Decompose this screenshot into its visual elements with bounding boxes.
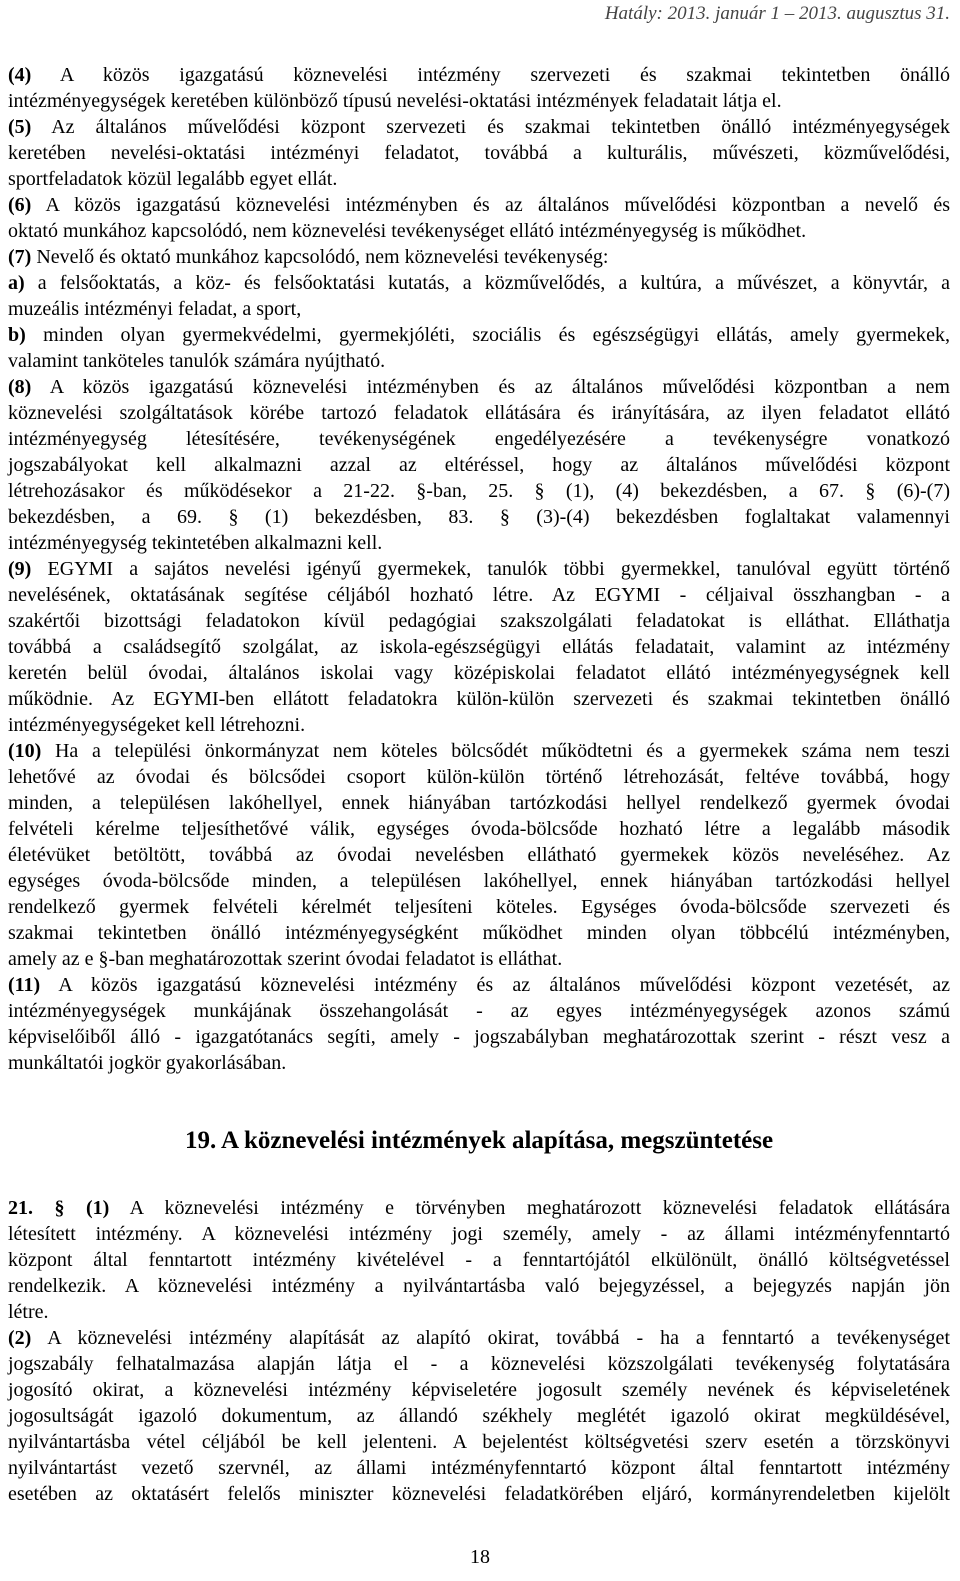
text-line: nevelésének, oktatásának segítése céljából hozható létre. Az EGYMI - céljaival összhangban - a bbox=[8, 584, 950, 606]
text-line: életévüket betöltött, továbbá az óvodai nevelésben ellátható gyermekek közös neveléséhez. Az bbox=[8, 844, 950, 866]
text-line bbox=[8, 114, 950, 140]
line-text: Az általános művelődési központ szervezeti és szakmai tekintetben önálló intézményegységek bbox=[51, 116, 950, 138]
text-line bbox=[8, 374, 950, 400]
paragraph-8 bbox=[8, 374, 950, 556]
text-line: intézményegységek keretében különböző típusú nevelési-oktatási intézmények feladatait látja el. bbox=[8, 90, 782, 112]
text-line: létesített intézmény. A köznevelési intézmény jogi személy, amely - az állami intézményfenntartó bbox=[8, 1223, 950, 1245]
text-line bbox=[8, 270, 950, 296]
paragraph-label: (10) bbox=[8, 740, 42, 762]
line-text: A köznevelési intézmény e törvényben meghatározott köznevelési feladatok ellátására bbox=[129, 1197, 950, 1219]
text-line: egységes óvoda-bölcsőde minden, a településen lakóhellyel, ennek hiányában tartózkodási hellyel bbox=[8, 870, 950, 892]
paragraph-label: (2) bbox=[8, 1327, 32, 1349]
text-line: jogosító okirat, a köznevelési intézmény képviseletére jogosult személy nevének és képviseletének bbox=[8, 1379, 950, 1401]
section-18-text bbox=[8, 62, 950, 1076]
text-line bbox=[8, 556, 950, 582]
text-line: nyilvántartásba vétel céljából be kell jelenteni. A bejelentést költségvetési szerv esetén a törzskönyvi bbox=[8, 1431, 950, 1453]
paragraph-label: (7) bbox=[8, 246, 32, 268]
text-line bbox=[8, 244, 950, 270]
text-line: központ által fenntartott intézmény kivételével - a fenntartójától elkülönült, önálló költségvetéssel bbox=[8, 1249, 950, 1271]
paragraph-label: (9) bbox=[8, 558, 32, 580]
text-line: jogszabály felhatalmazása alapján látja el - a köznevelési közszolgálati tevékenység folytatására bbox=[8, 1353, 950, 1375]
text-line: valamint tanköteles tanulók számára nyújtható. bbox=[8, 350, 386, 372]
text-line: keretén belül óvodai, általános iskolai vagy középiskolai feladatot ellátó intézményegységnek kell bbox=[8, 662, 950, 684]
line-text: minden olyan gyermekvédelmi, gyermekjóléti, szociális és egészségügyi ellátás, amely gyermekek, bbox=[43, 324, 950, 346]
text-line bbox=[8, 322, 950, 348]
section-heading: 19. A köznevelési intézmények alapítása, megszüntetése bbox=[184, 1127, 774, 1154]
text-line: lehetővé az óvodai és bölcsődei csoport külön-külön történő létrehozását, feltéve továbbá, hogy bbox=[8, 766, 950, 788]
paragraph-5 bbox=[8, 114, 950, 192]
text-line: keretében nevelési-oktatási intézményi feladatot, továbbá a kulturális, művészeti, közművelődési, bbox=[8, 142, 950, 164]
line-text: A közös igazgatású köznevelési intézmény és az általános művelődési központ vezetését, az bbox=[58, 974, 950, 996]
text-line: sportfeladatok közül legalább egyet ellát. bbox=[8, 168, 338, 190]
text-line: amely az e §-ban meghatározottak szerint óvodai feladatot is elláthat. bbox=[8, 948, 563, 970]
text-line: továbbá a családsegítő szolgálat, az iskola-egészségügyi ellátás feladatait, valamint az intézmény bbox=[8, 636, 950, 658]
text-line bbox=[8, 192, 950, 218]
text-line: muzeális intézményi feladat, a sport, bbox=[8, 298, 302, 320]
line-text: A köznevelési intézmény alapítását az alapító okirat, továbbá - ha a fenntartó a tevékenységet bbox=[47, 1327, 950, 1349]
list-item-b bbox=[8, 322, 950, 374]
text-line: nyilvántartást vezető szervnél, az állami intézményfenntartó központ által fenntartott intézmény bbox=[8, 1457, 950, 1479]
text-line: oktató munkához kapcsolódó, nem köznevelési tevékenységet ellátó intézményegység is működhet. bbox=[8, 220, 807, 242]
text-line bbox=[8, 1195, 950, 1221]
text-line bbox=[8, 62, 950, 88]
line-text: A közös igazgatású köznevelési intézményben és az általános művelődési központban a nem bbox=[49, 376, 950, 398]
paragraph-label: 21. § (1) bbox=[8, 1197, 110, 1219]
paragraph-21-1 bbox=[8, 1195, 950, 1325]
paragraph-label: (4) bbox=[8, 64, 32, 86]
text-line: bekezdésben, a 69. § (1) bekezdésben, 83. § (3)-(4) bekezdésben foglaltakat valamennyi bbox=[8, 506, 950, 528]
text-line: jogszabályokat kell alkalmazni azzal az eltéréssel, hogy az általános művelődési központ bbox=[8, 454, 950, 476]
text-line: esetében az oktatásért felelős miniszter köznevelési feladatkörében eljáró, kormányrendeletben kijelölt bbox=[8, 1483, 950, 1505]
paragraph-label: (11) bbox=[8, 974, 41, 996]
paragraph-7 bbox=[8, 244, 950, 270]
paragraph-label: (5) bbox=[8, 116, 32, 138]
line-text: Ha a települési önkormányzat nem köteles bölcsődét működtetni és a gyermekek száma nem teszi bbox=[54, 740, 950, 762]
text-line: létre. bbox=[8, 1301, 49, 1323]
text-line: jogosultságát igazoló dokumentum, az állandó székhely meglétét igazoló okirat megküldésével, bbox=[8, 1405, 950, 1427]
line-text: a felsőoktatás, a köz- és felsőoktatási kutatás, a közművelődés, a kultúra, a művészet, a könyvtár, a bbox=[37, 272, 950, 294]
text-line: minden, a településen lakóhellyel, ennek hiányában tartózkodási hellyel rendelkező gyermek óvodai bbox=[8, 792, 950, 814]
validity-header: Hatály: 2013. január 1 – 2013. augusztus 31. bbox=[604, 3, 950, 24]
text-line: köznevelési szolgáltatások körébe tartozó feladatok ellátására és irányítására, az ilyen feladatot ellátó bbox=[8, 402, 950, 424]
list-label: b) bbox=[8, 324, 26, 346]
text-line: képviselőiből álló - igazgatótanács segíti, amely - jogszabályban meghatározottak szerint - részt vesz a bbox=[8, 1026, 950, 1048]
paragraph-10 bbox=[8, 738, 950, 972]
section-21-text bbox=[8, 1195, 950, 1507]
paragraph-label: (8) bbox=[8, 376, 32, 398]
paragraph-11 bbox=[8, 972, 950, 1076]
text-line bbox=[8, 1325, 950, 1351]
text-line: szakértői bizottsági feladatokon kívül pedagógiai szakszolgálati feladatokat is elláthat. Elláthatja bbox=[8, 610, 950, 632]
line-text: A közös igazgatású köznevelési intézményben és az általános művelődési központban a nevelő és bbox=[45, 194, 950, 216]
text-line: intézményegység tekintetében alkalmazni kell. bbox=[8, 532, 383, 554]
text-line: munkáltatói jogkör gyakorlásában. bbox=[8, 1052, 287, 1074]
list-item-a bbox=[8, 270, 950, 322]
text-line bbox=[8, 972, 950, 998]
paragraph-9 bbox=[8, 556, 950, 738]
text-line: intézményegységek munkájának összehangolását - az egyes intézményegységek azonos számú bbox=[8, 1000, 950, 1022]
text-line: intézményegység létesítésére, tevékenységének engedélyezésére a tevékenységre vonatkozó bbox=[8, 428, 950, 450]
line-text: EGYMI a sajátos nevelési igényű gyermekek, tanulók többi gyermekkel, tanulóval együtt történő bbox=[47, 558, 950, 580]
line-text: A közös igazgatású köznevelési intézmény szervezeti és szakmai tekintetben önálló bbox=[59, 64, 950, 86]
text-line: rendelkező gyermek felvételi kérelmét teljesíteni köteles. Egységes óvoda-bölcsőde szervezeti és bbox=[8, 896, 950, 918]
text-line: felvételi kérelme teljesíthetővé válik, egységes óvoda-bölcsőde hozható létre a legalább második bbox=[8, 818, 950, 840]
paragraph-4 bbox=[8, 62, 950, 114]
list-label: a) bbox=[8, 272, 25, 294]
line-text: Nevelő és oktató munkához kapcsolódó, nem köznevelési tevékenység: bbox=[36, 246, 609, 268]
text-line: létrehozásakor és működésekor a 21-22. §-ban, 25. § (1), (4) bekezdésben, a 67. § (6)-(7) bbox=[8, 480, 950, 502]
page-number: 18 bbox=[470, 1546, 490, 1568]
paragraph-label: (6) bbox=[8, 194, 32, 216]
text-line: rendelkezik. A köznevelési intézmény a nyilvántartásba való bejegyzéssel, a bejegyzés napján jön bbox=[8, 1275, 950, 1297]
text-line: intézményegységeket kell létrehozni. bbox=[8, 714, 306, 736]
paragraph-6 bbox=[8, 192, 950, 244]
text-line: szakmai tekintetben önálló intézményegységként működhet minden olyan többcélú intézményben, bbox=[8, 922, 950, 944]
paragraph-21-2 bbox=[8, 1325, 950, 1507]
text-line: működnie. Az EGYMI-ben ellátott feladatokra külön-külön szervezeti és szakmai tekintetben önálló bbox=[8, 688, 950, 710]
text-line bbox=[8, 738, 950, 764]
